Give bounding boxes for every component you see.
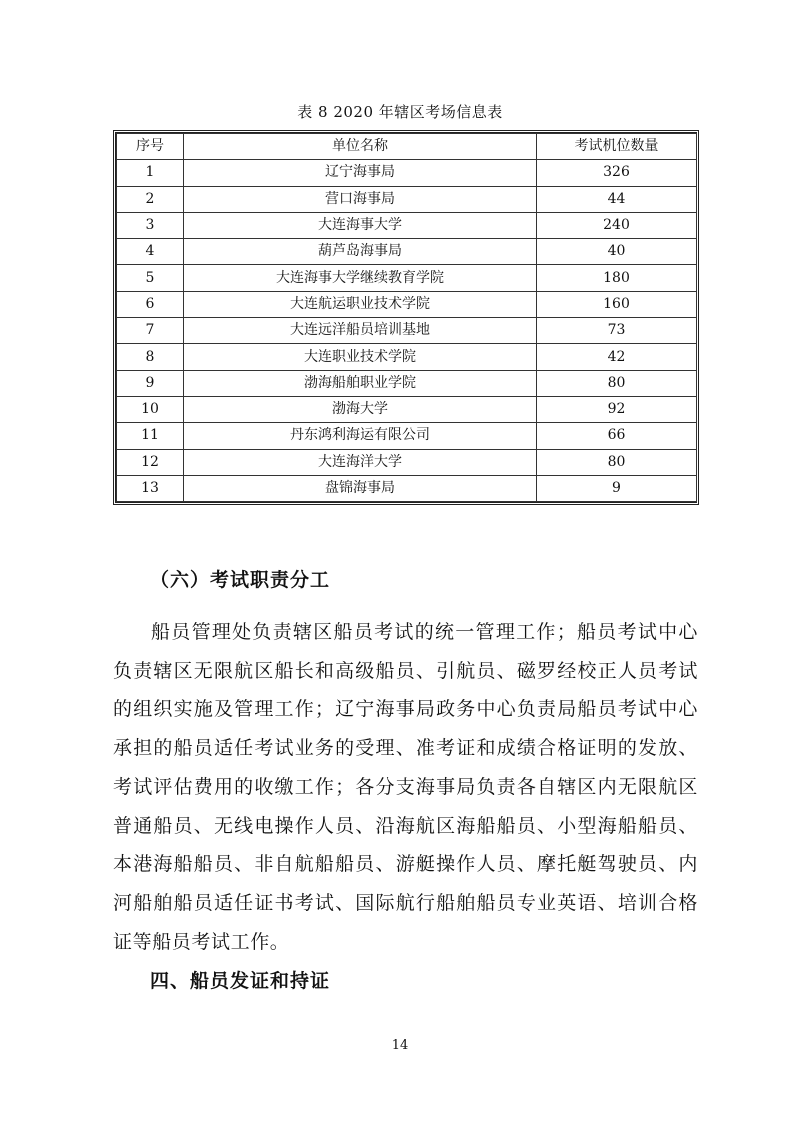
cell-unit-name: 渤海大学 (184, 396, 537, 422)
cell-serial-number: 7 (117, 318, 184, 344)
cell-exam-seat-count: 326 (537, 160, 697, 186)
table-row (117, 370, 697, 396)
cell-unit-name: 盘锦海事局 (184, 475, 537, 501)
cell-serial-number: 6 (117, 291, 184, 317)
cell-unit-name: 辽宁海事局 (184, 160, 537, 186)
cell-exam-seat-count: 40 (537, 239, 697, 265)
table-row (117, 265, 697, 291)
cell-exam-seat-count: 240 (537, 212, 697, 238)
exam-venue-table (116, 133, 697, 502)
cell-serial-number: 13 (117, 475, 184, 501)
cell-unit-name: 大连职业技术学院 (184, 344, 537, 370)
cell-exam-seat-count: 80 (537, 449, 697, 475)
table-row (117, 160, 697, 186)
table-row (117, 186, 697, 212)
cell-serial-number: 3 (117, 212, 184, 238)
table-caption: 表 8 2020 年辖区考场信息表 (297, 103, 503, 121)
cell-unit-name: 丹东鸿利海运有限公司 (184, 423, 537, 449)
cell-serial-number: 1 (117, 160, 184, 186)
cell-serial-number: 12 (117, 449, 184, 475)
cell-exam-seat-count: 44 (537, 186, 697, 212)
cell-unit-name: 大连海事大学继续教育学院 (184, 265, 537, 291)
cell-serial-number: 10 (117, 396, 184, 422)
cell-exam-seat-count: 9 (537, 475, 697, 501)
cell-serial-number: 2 (117, 186, 184, 212)
cell-unit-name: 大连航运职业技术学院 (184, 291, 537, 317)
table-row (117, 318, 697, 344)
cell-serial-number: 11 (117, 423, 184, 449)
cell-exam-seat-count: 73 (537, 318, 697, 344)
header-exam-seat-count: 考试机位数量 (537, 134, 697, 160)
exam-venue-table-frame (113, 130, 699, 505)
page-number: 14 (391, 1038, 409, 1053)
header-serial-number: 序号 (117, 134, 184, 160)
header-unit-name: 单位名称 (184, 134, 537, 160)
cell-exam-seat-count: 42 (537, 344, 697, 370)
cell-serial-number: 4 (117, 239, 184, 265)
table-row (117, 475, 697, 501)
table-row (117, 344, 697, 370)
cell-exam-seat-count: 80 (537, 370, 697, 396)
cell-exam-seat-count: 160 (537, 291, 697, 317)
table-row (117, 423, 697, 449)
cell-unit-name: 大连远洋船员培训基地 (184, 318, 537, 344)
table-row (117, 239, 697, 265)
table-row (117, 396, 697, 422)
cell-unit-name: 渤海船舶职业学院 (184, 370, 537, 396)
cell-serial-number: 9 (117, 370, 184, 396)
cell-exam-seat-count: 180 (537, 265, 697, 291)
body-paragraph: 船员管理处负责辖区船员考试的统一管理工作；船员考试中心负责辖区无限航区船长和高级船员、引航员、磁罗经校正人员考试的组织实施及管理工作；辽宁海事局政务中心负责局船员考试中心承担的船员适任考试业务的受理、准考证和成绩合格证明的发放、考试评估费用的收缴工作；各分支海事局负责各自辖区内无限航区普通船员、无线电操作人员、沿海航区海船船员、小型海船船员、本港海船船员、非自航船船员、游艇操作人员、摩托艇驾驶员、内河船舶船员适任证书考试、国际航行船舶船员专业英语、培训合格证等船员考试工作。 (113, 621, 698, 953)
cell-serial-number: 8 (117, 344, 184, 370)
cell-exam-seat-count: 92 (537, 396, 697, 422)
cell-unit-name: 营口海事局 (184, 186, 537, 212)
cell-exam-seat-count: 66 (537, 423, 697, 449)
cell-unit-name: 大连海洋大学 (184, 449, 537, 475)
table-header-row (117, 134, 697, 160)
subsection-heading: （六）考试职责分工 (150, 569, 331, 591)
cell-unit-name: 大连海事大学 (184, 212, 537, 238)
table-row (117, 291, 697, 317)
cell-serial-number: 5 (117, 265, 184, 291)
table-row (117, 212, 697, 238)
table-row (117, 449, 697, 475)
section-heading: 四、船员发证和持证 (150, 970, 331, 992)
cell-unit-name: 葫芦岛海事局 (184, 239, 537, 265)
